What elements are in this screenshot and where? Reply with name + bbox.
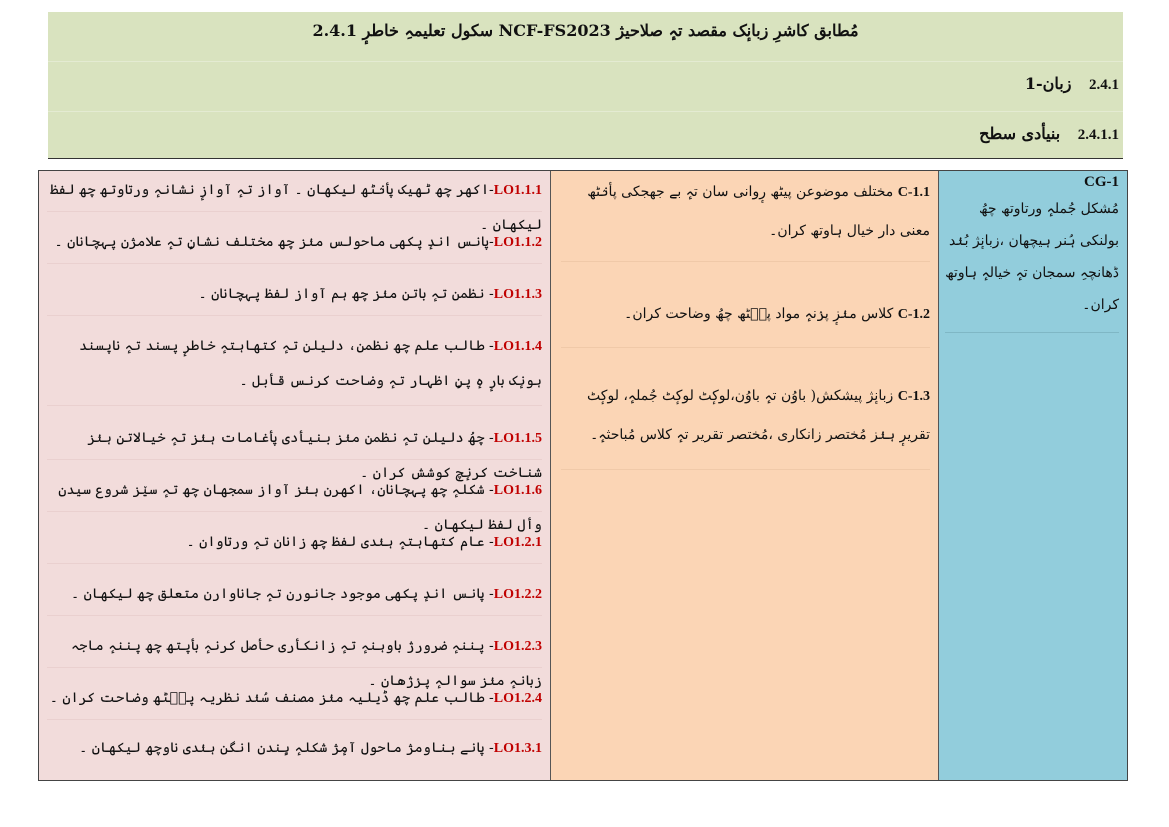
learning-outcome-code: LO1.1.3: [493, 287, 542, 302]
competency-code: C-1.1: [897, 185, 930, 200]
learning-outcome-code: LO1.1.1: [493, 183, 542, 198]
learning-outcome-text: -اکھر چھ ٹھیک پأنٛٹھ لیکھان ۔ آواز تہٕ آوازٕ نشانہٕ ورتاوتھ چھ لفظ لیکھان ۔: [50, 182, 542, 233]
learning-outcome-item: [47, 731, 542, 769]
learning-outcome-item: [47, 525, 542, 564]
learning-outcome-text: - طالب علم چھ ڈیلیہ منٛز مصنف سُنٛد نظریہ پٮ۪ٹھ وضاحت کران ۔: [49, 690, 494, 706]
competency-code: C-1.2: [897, 307, 930, 322]
competency-code: C-1.3: [897, 389, 930, 404]
learning-outcome-item: [47, 225, 542, 264]
learning-outcome-code: LO1.2.2: [493, 587, 542, 602]
learning-outcome-code: LO1.1.5: [493, 431, 542, 446]
subsection-number: 2.4.1: [1089, 77, 1119, 93]
curricular-goal-code: CG-1: [1084, 174, 1119, 190]
competency-text: مختلف موضوعن پیٹھ رٕوانی سان تہٕ بے جھجکی پأنٛٹھ معنی دار خیال ہاوتھ کران۔: [587, 184, 930, 239]
learning-outcome-code: LO1.2.4: [493, 691, 542, 706]
competency-item: [561, 173, 930, 262]
learning-outcome-text: - عام کتھاہتہٕ ہنٛدی لفظ چھ زانان تہٕ ورتاوان ۔: [186, 534, 494, 550]
learning-outcome-item: [47, 173, 542, 233]
learning-outcome-item: [47, 629, 542, 689]
subsection-number: 2.4.1.1: [1077, 127, 1119, 143]
subsection-language: [48, 62, 1123, 112]
competency-item: [561, 295, 930, 348]
learning-outcome-text: - چھُ دلیلن تہٕ نظمن منٛز بنیأدی پأغامات ہنٛز تہٕ خیالاتن ہنٛز شناخت کرنٕچ کوشش کران ۔: [87, 430, 542, 481]
curricular-goal-text: مُشکل جُملہٕ ورتاوتھ چھُ بولنکی ہُنر ہیچھان ،زبانٕژ بُنٛد ڈھانچہِ سمجان تہٕ خیالہٕ ہاوتھ کران۔: [945, 201, 1119, 313]
learning-outcome-item: [47, 681, 542, 720]
curricular-goal-column: [939, 171, 1127, 780]
competency-text: زبانٕژ پیشکش( باوُن تہٕ باوُن،لوکٕٹ لوکٕٹ جُملہٕ، لوکٕٹ تقریرٕ ہنٛز مُختصر زانکاری ،مُختصر تقریر تہٕ کلاس مُباحثہٕ۔: [587, 388, 930, 443]
competencies-column: [551, 171, 939, 780]
learning-outcome-code: LO1.1.6: [493, 483, 542, 498]
learning-outcome-item: [47, 329, 542, 406]
learning-outcome-code: LO1.2.3: [493, 639, 542, 654]
learning-outcome-item: [47, 473, 542, 533]
learning-outcome-item: [47, 277, 542, 316]
learning-outcome-code: LO1.1.4: [493, 339, 542, 354]
subsection-label: بنیأدی سطح: [979, 124, 1061, 143]
learning-outcome-text: - نظمن تہٕ باتن منٛز چھ ہم آواز لفظ پہچانان ۔: [198, 286, 494, 302]
learning-outcome-text: - پننہٕ ضرورژ باوہنہٕ تہٕ زانکأری حأصل کرنہٕ بأپتھ چھ پننہٕ ماجہ زبانہٕ منٛز سوالہٕ پرٛژھان ۔: [70, 638, 542, 689]
learning-outcome-item: [47, 421, 542, 481]
learning-outcome-item: [47, 577, 542, 616]
learning-outcome-text: - شکلہٕ چھ پہچانان، اکھرن ہنٛز آواز سمجھان چھ تہٕ سیٚز شروع سیدن وأل لفظ لیکھان ۔: [58, 482, 542, 533]
competency-text: کلاس منٛزٕ پرٛنہٕ مواد پٮ۪ٹھ چھُ وضاحت کران۔: [624, 306, 894, 322]
learning-outcome-code: LO1.1.2: [493, 235, 542, 250]
learning-outcome-text: - پانے بناومژ ماحول آمٕژ شکلہٕ ہٕندن انگن ہنٛدی ناوچھ لیکھان ۔: [79, 740, 494, 756]
subsection-label: زبان-1: [1024, 74, 1072, 93]
learning-outcome-code: LO1.2.1: [493, 535, 542, 550]
curricular-goal-cell: [945, 171, 1119, 333]
learning-outcome-text: -پانس اندٕ پکھی ماحولس منٛز چھ مختلف نشانٕ تہٕ علامژن پہچانان ۔: [54, 234, 494, 250]
learning-outcome-text: - پانس اندٕ پکھی موجود جانورن تہٕ جاناوارن متعلق چھ لیکھان ۔: [70, 586, 494, 602]
document-title: 2.4.1 سکول تعلیمہِ خاطرٕ NCF-FS2023 مُطابق کاشرِ زبانٕک مقصد تہٕ صلاحیژ: [48, 12, 1123, 62]
curriculum-table: [38, 170, 1128, 781]
learning-outcomes-column: [39, 171, 551, 780]
section-header: [48, 12, 1123, 159]
competency-item: [561, 377, 930, 470]
subsection-foundational-level: [48, 112, 1123, 162]
learning-outcome-code: LO1.3.1: [493, 741, 542, 756]
learning-outcome-text: - طالب علم چھ نظمن، دلیلن تہٕ کتھاہتہٕ خاطرٕ پسند تہٕ ناپسند ہونٕک بارٕ ہٕ پنٕ اظہار تہٕ وضاحت کرنس قأبل ۔: [79, 338, 542, 389]
